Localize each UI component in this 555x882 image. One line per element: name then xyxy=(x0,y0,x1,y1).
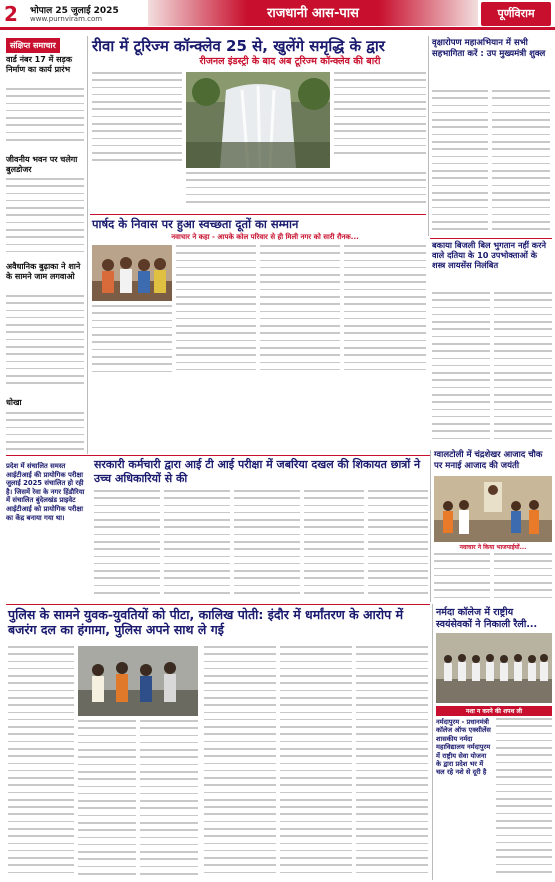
gwaltoli-headline: ग्वालटोली में चंद्रशेखर आजाद चौक पर मनाई आजाद की जयंती xyxy=(434,450,543,471)
iti-body-col2 xyxy=(164,490,230,600)
brief3-headline: अवैधानिक बुढ़ाका ने शाने के सामने जाम लगवाओ xyxy=(6,262,81,281)
brief2-body xyxy=(6,178,84,258)
brief4-body xyxy=(6,412,84,456)
briefs-tag: संक्षिप्त समाचार xyxy=(6,38,60,53)
parshad-headline: पार्षद के निवास पर हुआ स्वच्छता दूतों का सम्मान xyxy=(92,217,299,231)
indore-body-col1 xyxy=(8,646,74,878)
indore-body-col5 xyxy=(280,646,352,878)
parshad-body-col3 xyxy=(260,245,340,375)
bijli-body-col2 xyxy=(494,292,552,442)
indore-body-col3 xyxy=(140,720,198,878)
page-number: 2 xyxy=(4,2,18,26)
iti-body-col4 xyxy=(304,490,364,600)
lead-body-bottom xyxy=(186,172,426,212)
brief1-body xyxy=(6,88,84,148)
waterfall-photo xyxy=(186,72,330,168)
iti-headline: सरकारी कर्मचारी द्वारा आई टी आई परीक्षा में जबरिया दखल की शिकायत छात्रों ने उच्च अधिकारियों से की xyxy=(94,458,421,485)
parshad-body-col2 xyxy=(176,245,256,375)
parshad-subhead: नवाचार ने कहा - आपके कोल परिवार से ही मिली नगर को सारी रौनक... xyxy=(171,233,359,241)
narmada-headline: नर्मदा कॉलेज में राष्ट्रीय स्वयंसेवकों ने निकाली रैली... xyxy=(436,607,538,630)
gwaltoli-body-col1 xyxy=(434,553,490,601)
column-divider xyxy=(430,450,431,602)
column-divider xyxy=(428,36,429,236)
lead-headline: रीवा में टूरिज्म कॉन्क्लेव 25 से, खुलेंगे समृद्धि के द्वार xyxy=(92,37,385,55)
rally-caption: नशा न करने की शपथ ली xyxy=(436,706,552,716)
masthead xyxy=(0,0,555,30)
column-divider xyxy=(87,36,88,454)
edition-date: भोपाल 25 जुलाई 2025 xyxy=(30,6,119,16)
brief2-headline: जीवनीय भवन पर चलेगा बुलडोजर xyxy=(6,155,78,174)
section-banner xyxy=(148,0,478,26)
brief4-headline: धोखा xyxy=(6,398,22,407)
felicitation-photo xyxy=(92,245,172,301)
story-separator xyxy=(6,455,430,456)
story-separator xyxy=(430,238,552,239)
plantation-body-col2 xyxy=(492,90,550,230)
parshad-body-col1 xyxy=(92,305,172,375)
indore-body-col6 xyxy=(356,646,428,878)
newspaper-logo: पूर्णविराम xyxy=(481,2,551,26)
plantation-body-col1 xyxy=(432,90,488,230)
lead-body-col1 xyxy=(92,72,182,162)
bijli-body-col1 xyxy=(432,292,490,442)
narmada-body xyxy=(496,718,552,878)
section-title: राजधानी आस-पास xyxy=(267,6,359,21)
indore-headline: पुलिस के सामने युवक-युवतियों को पीटा, कालिख पोती: इंदौर में धर्मांतरण के आरोप में बजरंग दल का हंगामा, पुलिस अपने साथ ले गई xyxy=(8,607,404,637)
lead-subhead: रीजनल इंडस्ट्री के बाद अब टूरिज्म कॉन्क्लेव की बारी xyxy=(199,56,381,67)
jayanti-caption: नवाचार ने किया भाजपाईयों... xyxy=(459,544,527,551)
brief1-headline: वार्ड नंबर 17 में सड़क निर्माण का कार्य प्रारंभ xyxy=(6,55,72,74)
iti-body-col5 xyxy=(368,490,428,600)
rally-photo xyxy=(436,633,552,703)
indore-body-col4 xyxy=(204,646,276,878)
iti-intro: प्रदेश में संचालित समस्त आईटीआई की प्रायोगिक परीक्षा जुलाई 2025 संचालित हो रही है। जिसमें रेवा के नगर हिंडौरिया में संचालित बुंदेलखंड प्राइवेट आईटीआई को प्रायोगिक परीक्षा का केंद्र बनाया गया था। xyxy=(6,462,85,522)
protest-photo xyxy=(78,646,198,716)
jayanti-photo xyxy=(434,476,552,542)
parshad-body-col4 xyxy=(344,245,426,375)
story-separator xyxy=(6,604,430,605)
bijli-headline: बकाया बिजली बिल भुगतान नहीं करने वाले दतिया के 10 उपभोक्ताओं के शस्त्र लायसेंस निलंबित xyxy=(432,240,546,270)
lead-body-col3 xyxy=(334,72,426,160)
iti-body-col1 xyxy=(94,490,160,600)
column-divider xyxy=(432,604,433,880)
iti-body-col3 xyxy=(234,490,300,600)
story-separator xyxy=(90,214,426,215)
gwaltoli-body-col2 xyxy=(494,553,552,601)
plantation-headline: वृक्षारोपण महाअभियान में सभी सहभागिता करें : उप मुख्यमंत्री शुक्ल xyxy=(432,38,546,59)
website-url[interactable]: www.purnviram.com xyxy=(30,15,103,23)
narmada-intro: नर्मदापुरम - प्रधानमंत्री कॉलेज ऑफ एक्सीलेंस शासकीय नर्मदा महाविद्यालय नर्मदापुरम में राष्ट्रीय सेवा योजना के द्वारा प्रदेश भर में चल रहे नशे से दूरी है xyxy=(436,718,491,777)
brief3-body xyxy=(6,295,84,395)
indore-body-col2 xyxy=(78,720,136,878)
